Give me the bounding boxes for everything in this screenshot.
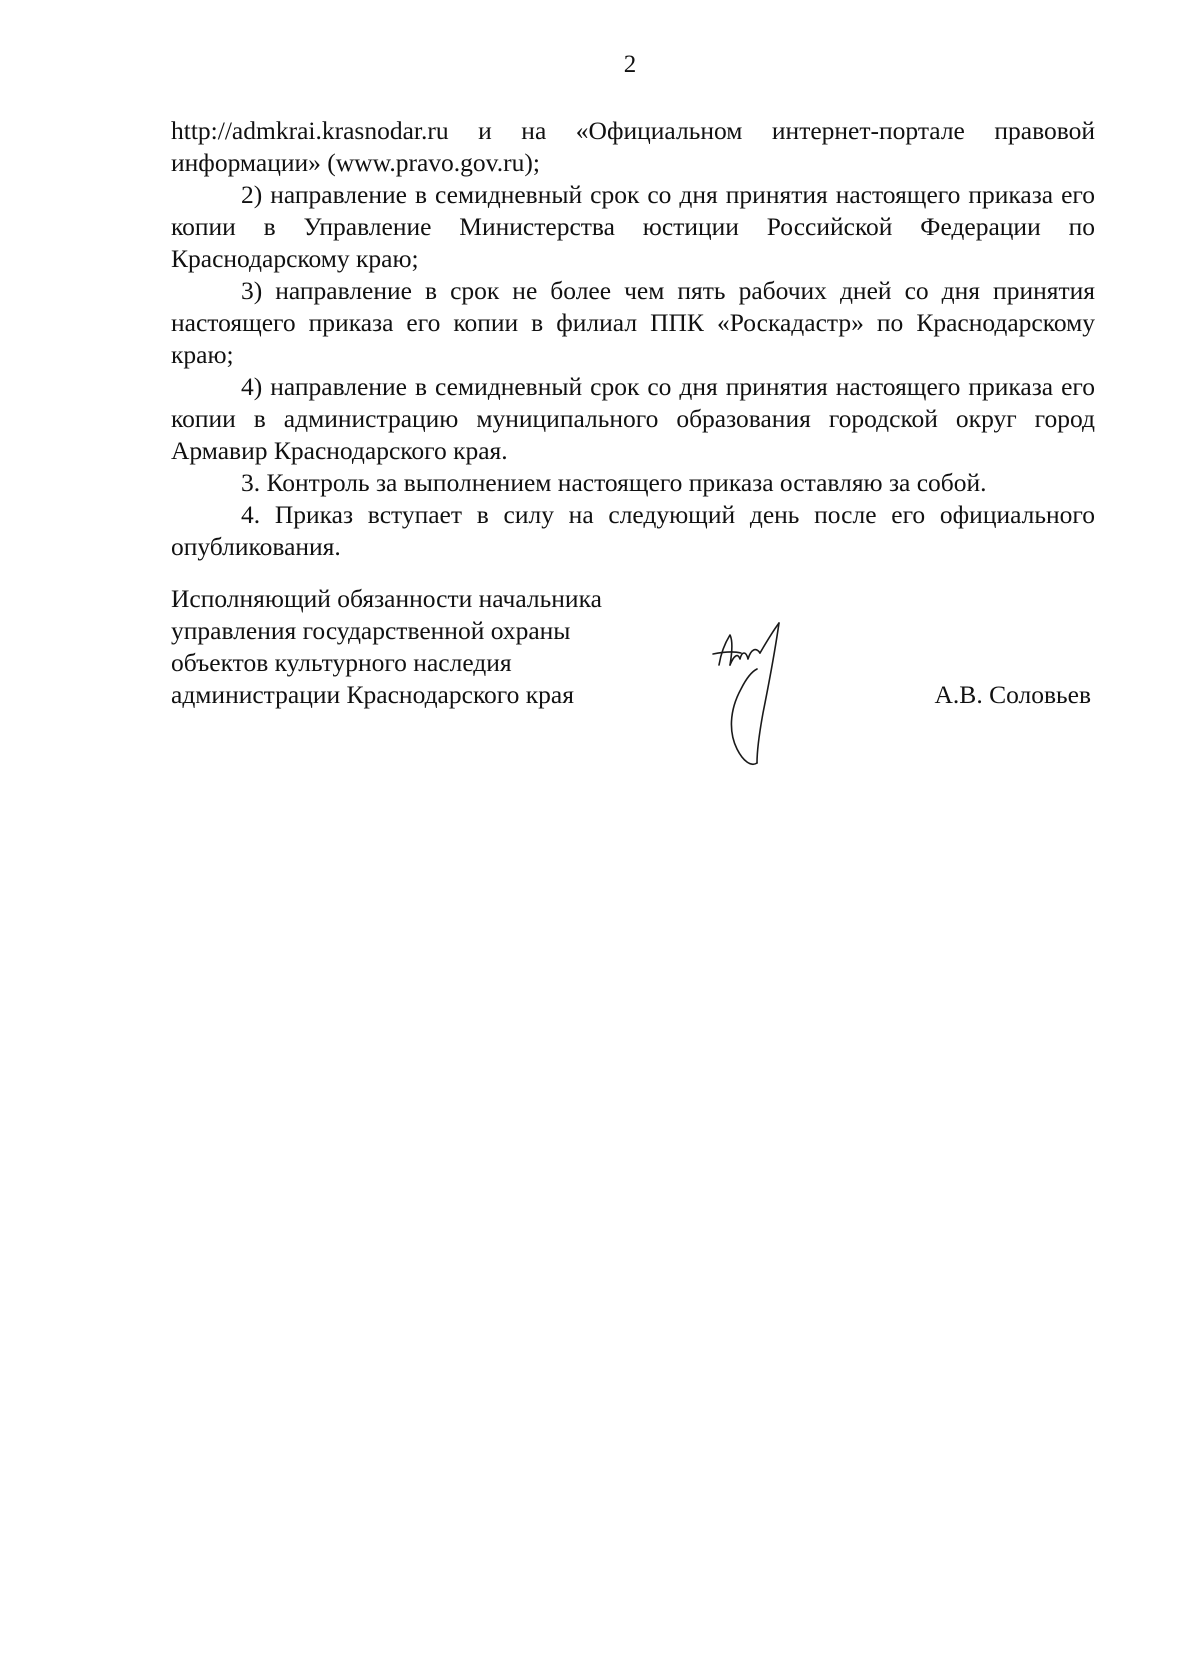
signer-title-line: управления государственной охраны (171, 616, 571, 645)
paragraph-item-2: 2) направление в семидневный срок со дня принятия настоящего приказа его копии в Управление Министерства юстиции Российской Федерации по Краснодарскому краю; (171, 180, 1095, 273)
paragraph-clause-4: 4. Приказ вступает в силу на следующий день после его официального опубликования. (171, 500, 1095, 561)
page-number: 2 (623, 51, 637, 78)
paragraph-item-4: 4) направление в семидневный срок со дня принятия настоящего приказа его копии в администрацию муниципального образования городской округ город Армавир Краснодарского края. (171, 372, 1095, 465)
signer-title (171, 583, 691, 711)
signer-title-line: администрации Краснодарского края (171, 680, 574, 709)
signer-name: А.В. Соловьев (934, 680, 1091, 709)
paragraph-item-3: 3) направление в срок не более чем пять рабочих дней со дня принятия настоящего приказа его копии в филиал ППК «Роскадастр» по Краснодарскому краю; (171, 276, 1095, 369)
signer-title-line: объектов культурного наследия (171, 648, 512, 677)
signature-block (171, 583, 1091, 783)
handwritten-signature (703, 621, 803, 771)
signer-title-line: Исполняющий обязанности начальника (171, 584, 602, 613)
document-body (171, 115, 1095, 563)
paragraph-continuation: http://admkrai.krasnodar.ru и на «Официальном интернет-портале правовой информации» (www.pravo.gov.ru); (171, 116, 1095, 177)
paragraph-clause-3: 3. Контроль за выполнением настоящего приказа оставляю за собой. (241, 468, 987, 497)
